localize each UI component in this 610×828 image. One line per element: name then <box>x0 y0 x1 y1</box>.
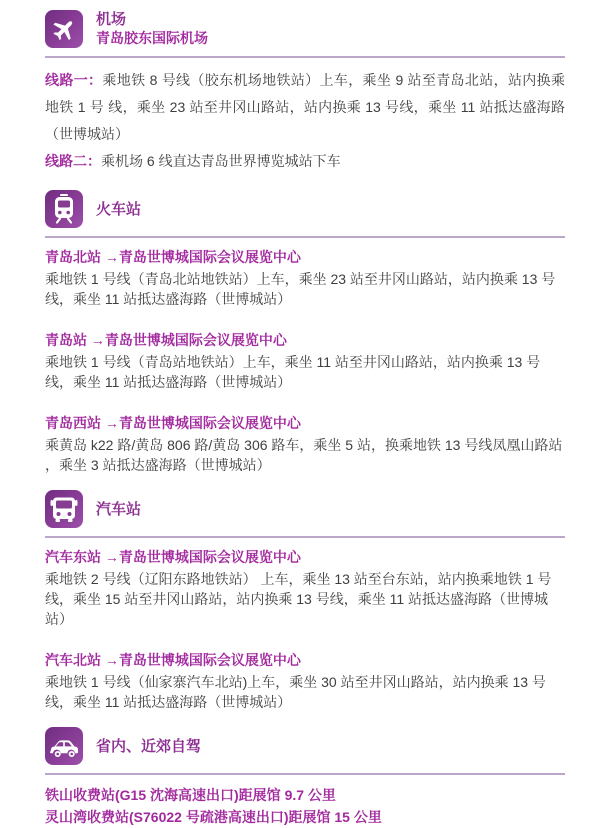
bus-header-text <box>96 500 141 519</box>
route-body: 乘地铁 1 号线（仙家寨汽车北站)上车，乘坐 30 站至井冈山路站，站内换乘 13 号线，乘坐 11 站抵达盛海路（世博城站） <box>45 674 546 710</box>
route-item <box>45 547 565 629</box>
section-train-station <box>45 190 565 475</box>
airport-routes <box>45 67 565 175</box>
route-paragraph <box>45 148 565 175</box>
train-header-text <box>96 200 141 219</box>
route-heading: 青岛站 →青岛世博城国际会议展览中心 <box>45 332 287 348</box>
route-body: 乘地铁 1 号线（青岛站地铁站）上车，乘坐 11 站至井冈山路站，站内换乘 13 号线，乘坐 11 站抵达盛海路（世博城站） <box>45 354 541 390</box>
route-item <box>45 413 565 475</box>
train-section-header <box>45 190 565 228</box>
route-heading: 青岛西站 →青岛世博城国际会议展览中心 <box>45 415 301 431</box>
route-label: 线路一： <box>45 72 103 88</box>
train-routes <box>45 247 565 475</box>
divider <box>45 536 565 538</box>
route-text: 乘地铁 8 号线（胶东机场地铁站）上车，乘坐 9 站至青岛北站，站内换乘地铁 1 号 线，乘坐 23 站至井冈山路站，站内换乘 13 号线，乘坐 11 站抵达盛海路（世博城站） <box>45 72 565 142</box>
car-icon <box>45 727 83 765</box>
section-title: 火车站 <box>96 200 142 218</box>
bus-section-header <box>45 490 565 528</box>
bus-routes <box>45 547 565 712</box>
driving-info <box>45 784 565 828</box>
toll-station-line: 铁山收费站(G15 沈海高速出口)距展馆 9.7 公里 <box>45 787 336 803</box>
divider <box>45 773 565 775</box>
route-heading: 汽车北站 →青岛世博城国际会议展览中心 <box>45 652 301 668</box>
section-self-driving <box>45 727 565 828</box>
driving-section-header <box>45 727 565 765</box>
airport-section-header <box>45 10 565 48</box>
route-heading: 汽车东站 →青岛世博城国际会议展览中心 <box>45 549 301 565</box>
section-subtitle: 青岛胶东国际机场 <box>96 30 208 46</box>
driving-header-text <box>96 737 201 756</box>
route-paragraph <box>45 67 565 148</box>
route-body: 乘地铁 1 号线（青岛北站地铁站）上车，乘坐 23 站至井冈山路站，站内换乘 13 号线，乘坐 11 站抵达盛海路（世博城站） <box>45 271 556 307</box>
airplane-icon <box>45 10 83 48</box>
section-bus-station <box>45 490 565 712</box>
section-title: 机场 <box>96 11 127 28</box>
route-label: 线路二： <box>45 153 101 169</box>
divider <box>45 236 565 238</box>
route-body: 乘黄岛 k22 路/黄岛 806 路/黄岛 306 路车，乘坐 5 站，换乘地铁 13 号线凤凰山路站 ，乘坐 3 站抵达盛海路（世博城站） <box>45 437 563 473</box>
route-item <box>45 330 565 392</box>
route-body: 乘地铁 2 号线（辽阳东路地铁站） 上车，乘坐 13 站至台东站，站内换乘地铁 1 号线，乘坐 15 站至井冈山路站，站内换乘 13 号线，乘坐 11 站抵达盛海路（世博城站） <box>45 571 552 627</box>
route-text: 乘机场 6 线直达青岛世界博览城站下车 <box>101 153 341 169</box>
toll-station-line: 灵山湾收费站(S76022 号疏港高速出口)距展馆 15 公里 <box>45 809 382 825</box>
bus-icon <box>45 490 83 528</box>
route-item <box>45 650 565 712</box>
airport-header-text <box>96 10 208 48</box>
section-title: 省内、近郊自驾 <box>96 737 202 755</box>
route-item <box>45 247 565 309</box>
train-icon <box>45 190 83 228</box>
divider <box>45 56 565 58</box>
section-title: 汽车站 <box>96 500 142 518</box>
route-heading: 青岛北站 →青岛世博城国际会议展览中心 <box>45 249 301 265</box>
section-airport <box>45 10 565 175</box>
